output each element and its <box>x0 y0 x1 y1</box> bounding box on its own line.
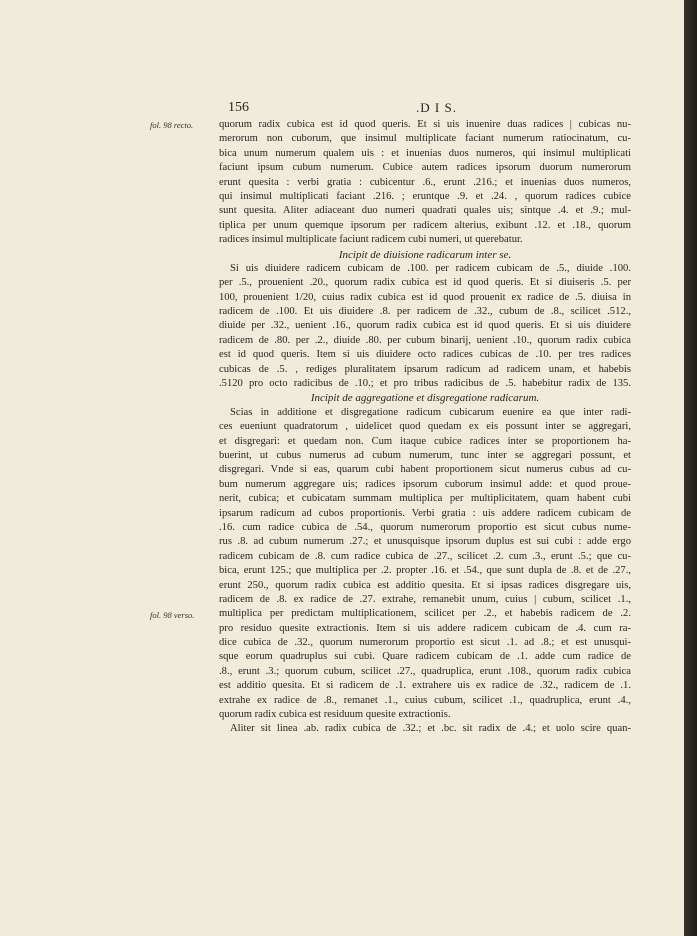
section-heading: Incipit de aggregatione et disgregatione radicarum. <box>310 392 540 405</box>
page-gutter <box>684 0 697 936</box>
text-line: quorum radix cubica est id quod queris. Et si uis inuenire duas radices | cubicas nu- <box>219 119 631 130</box>
text-line: ipsarum radicum ad cubos proportionis. Verbi gratia : uis addere radicem cubicam de <box>219 507 631 519</box>
text-line: erunt quesita : verbi gratia : cubicentur .6., erunt .216.; et inuenias duos numeros, <box>219 176 631 188</box>
text-line: Si uis diuidere radicem cubicam de .100. per radicem cubicam de .5., diuide .100. <box>230 262 631 274</box>
text-line: .16. cum radice cubica de .54., quorum numerorum proportio est sicut cubus nume- <box>219 521 631 533</box>
text-line: rus .8. ad cubum numerum .27.; et unusquisque ipsorum duplus est sui cubi : adde ergo <box>219 536 631 548</box>
text-line: est id quod queris. Item si uis diuidere octo radices cubicas de .10. per tres radices <box>219 349 631 361</box>
text-line: sunt quesita. Aliter adiaceant duo numeri quadrati quales uis; sintque .4. et .9.; mul- <box>219 205 631 217</box>
text-line: .5120 pro octo radicibus de .10.; et pro tribus radicibus de .5. habebitur radix de 135. <box>219 378 631 390</box>
text-line: per .5., prouenient .20., quorum radix cubica est id quod queris. Et si diuiseris .5. per <box>219 277 631 289</box>
text-line: radices insimul multiplicate faciunt radicem cubi numeri, ut querebatur. <box>219 234 523 246</box>
text-line: cubicas de .5. , rediges pluralitatem ipsarum radicum ad radicem unam, et habebis <box>219 363 631 375</box>
text-line: bum numerum aggregare uis; radices ipsorum cuborum insimul adde: et quod proue- <box>219 478 631 490</box>
text-line: qui insimul multiplicati faciant .216. ; eruntque .9. et .24. , quorum radices cubice <box>219 190 631 202</box>
text-line: pro residuo quesite extractionis. Item si uis addere radicem cubicam de .4. cum ra- <box>219 622 631 634</box>
text-line: 100, prouenient 1/20, cuius radix cubica est id quod prouenit ex radice de .5. diuisa in <box>219 291 631 303</box>
text-line: diuide per .32., uenient .16., quorum radix cubica est id quod queris. Et si uis diuidere <box>219 320 631 332</box>
text-line: buerint, ut cubus numerus ad cubum numerum, tunc inter se aggregari possunt, et <box>219 449 631 461</box>
text-line: bica, erunt 125.; que multiplica per .2. propter .16. et .54., que sunt dupla de .8. et de .27., <box>219 565 631 577</box>
text-line: tiplica per unum quemque ipsorum per radicem alterius, exibunt .12. et .18., quorum <box>219 219 631 231</box>
text-line: radicem de .8. ex radice de .27. extrahe, remanebit unum, cuius | cubum, scilicet .1., <box>219 593 631 605</box>
text-line: merorum non cuborum, que insimul multiplicate faciant numerum ratiocinatum, cu- <box>219 133 631 145</box>
page-number: 156 <box>228 100 249 115</box>
text-line: .8., erunt .3.; quorum cubum, scilicet .27., quadruplica, erunt .108., quorum radix cubica <box>219 665 631 677</box>
text-line: multiplica per predictam multiplicationem, scilicet per .2., et habebis radicem de .2. <box>219 608 631 620</box>
text-line: erunt 250., quorum radix cubica est additio quesita. Et si ipsas radices disgregare uis, <box>219 579 631 591</box>
text-line: ces eueniunt quadratorum , uidelicet quod quedam ex eis possunt inter se aggregari, <box>219 421 631 433</box>
text-line: est additio quesita. Et si radicem de .1. extrahere uis ex radice de .32., radicem de .1. <box>219 680 631 692</box>
section-heading: Incipit de diuisione radicarum inter se. <box>338 248 512 261</box>
text-line: radicem de .100. Et uis diuidere .8. per radicem de .32., cubum de .8., scilicet .512., <box>219 306 631 318</box>
text-line: dice cubica de .32., quorum numerorum proportio est sicut .1. ad .8.; et est unusqui- <box>219 637 631 649</box>
text-line: faciunt ipsum cubum numerum. Cubice autem radices ipsorum duorum numerorum <box>219 162 631 174</box>
text-line: radicem cubicam de .8. cum radice cubica de .27., scilicet .2. cum .3., erunt .5.; que cu- <box>219 550 631 562</box>
text-line: et disgregari: et quedam non. Cum itaque cubice radices inter se proportionem ha- <box>219 435 631 447</box>
body-text <box>219 118 631 737</box>
text-line: disgregari. Vnde si eas, quarum cubi habent proportionem sicut numerus cubus ad cu- <box>219 464 631 476</box>
margin-note-recto: fol. 98 recto. <box>150 120 194 130</box>
text-line: nerit, cubica; et cubicatam summam multiplica per multiplicitatem, quam habent cubi <box>219 493 631 505</box>
running-title: .D I S. <box>416 100 457 115</box>
text-line: quorum radix cubica est residuum quesite extractionis. <box>219 709 451 721</box>
text-line: sque eorum quadruplus sui cubi. Quare radicem cubicam de .1. adde cum radice de <box>219 651 631 663</box>
text-line: extrahe ex radice de .8., remanet .1., cuius cubum, scilicet .1., quadruplica, erunt .4., <box>219 694 631 706</box>
page-header <box>0 100 684 116</box>
text-line: Aliter sit linea .ab. radix cubica de .32.; et .bc. sit radix de .4.; et uolo scire quan- <box>230 723 631 735</box>
text-line: Scias in additione et disgregatione radicum cubicarum euenire ea que inter radi- <box>230 406 631 418</box>
text-line: radicem de .80. per .2., diuide .80. per cubum binarij, uenient .10., quorum radix cubica <box>219 334 631 346</box>
text-line: bica unum numerum qualem uis : et inuenias duos numeros, qui insimul multiplicati <box>219 147 631 159</box>
margin-note-verso: fol. 98 verso. <box>150 609 195 620</box>
